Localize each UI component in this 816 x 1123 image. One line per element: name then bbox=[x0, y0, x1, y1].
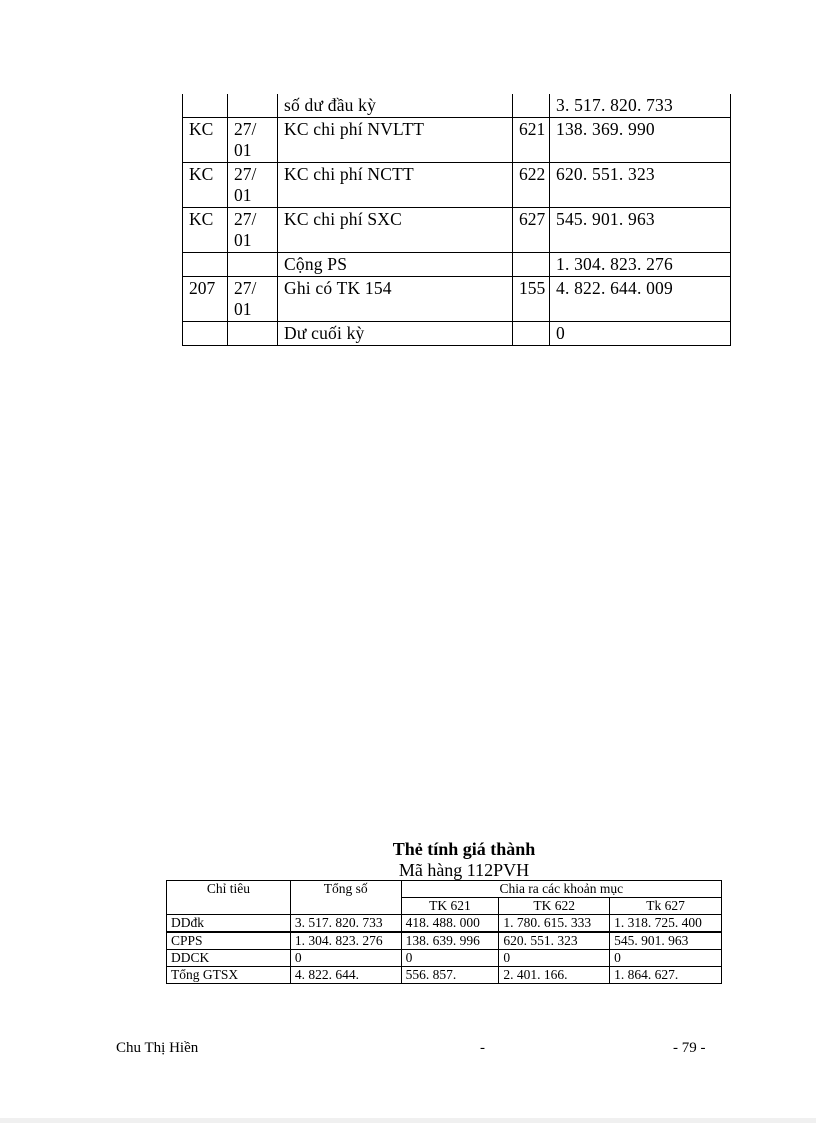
value-cell: 556. 857. bbox=[401, 967, 499, 984]
date-cell: 27/ 01 bbox=[228, 163, 278, 208]
account-cell: 621 bbox=[513, 118, 550, 163]
column-header: TK 622 bbox=[499, 898, 610, 915]
value-cell: 545. 901. 963 bbox=[610, 932, 722, 950]
value-cell: 2. 401. 166. bbox=[499, 967, 610, 984]
value-cell: 4. 822. 644. bbox=[290, 967, 401, 984]
value-cell: 1. 780. 615. 333 bbox=[499, 915, 610, 933]
ref-cell: KC bbox=[183, 208, 228, 253]
header-row bbox=[167, 881, 722, 898]
value-cell: 3. 517. 820. 733 bbox=[290, 915, 401, 933]
column-header: Chia ra các khoản mục bbox=[401, 881, 721, 898]
value-cell: 1. 304. 823. 276 bbox=[290, 932, 401, 950]
column-header: Tk 627 bbox=[610, 898, 722, 915]
account-cell: 155 bbox=[513, 277, 550, 322]
ref-cell bbox=[183, 253, 228, 277]
description-cell: số dư đầu kỳ bbox=[278, 94, 513, 118]
value-cell: 1. 864. 627. bbox=[610, 967, 722, 984]
amount-cell: 138. 369. 990 bbox=[550, 118, 731, 163]
amount-cell: 3. 517. 820. 733 bbox=[550, 94, 731, 118]
table-row bbox=[183, 253, 731, 277]
table-row bbox=[167, 915, 722, 933]
table-row bbox=[183, 163, 731, 208]
footer-separator: - bbox=[480, 1040, 485, 1056]
page-number: - 79 - bbox=[673, 1040, 706, 1056]
ref-cell: KC bbox=[183, 163, 228, 208]
label-cell: DDđk bbox=[167, 915, 291, 933]
amount-cell: 1. 304. 823. 276 bbox=[550, 253, 731, 277]
table-row bbox=[183, 322, 731, 346]
table-row bbox=[167, 950, 722, 967]
description-cell: Cộng PS bbox=[278, 253, 513, 277]
value-cell: 0 bbox=[499, 950, 610, 967]
ref-cell: KC bbox=[183, 118, 228, 163]
date-cell bbox=[228, 94, 278, 118]
amount-cell: 545. 901. 963 bbox=[550, 208, 731, 253]
footer-author: Chu Thị Hiền bbox=[116, 1040, 199, 1056]
column-header: Chỉ tiêu bbox=[167, 881, 291, 915]
description-cell: KC chi phí NVLTT bbox=[278, 118, 513, 163]
label-cell: DDCK bbox=[167, 950, 291, 967]
amount-cell: 620. 551. 323 bbox=[550, 163, 731, 208]
table-row bbox=[183, 277, 731, 322]
date-cell: 27/ 01 bbox=[228, 277, 278, 322]
value-cell: 418. 488. 000 bbox=[401, 915, 499, 933]
amount-cell: 0 bbox=[550, 322, 731, 346]
column-header: Tổng số bbox=[290, 881, 401, 915]
ref-cell bbox=[183, 94, 228, 118]
label-cell: Tổng GTSX bbox=[167, 967, 291, 984]
table-row bbox=[167, 967, 722, 984]
date-cell: 27/ 01 bbox=[228, 208, 278, 253]
ledger-table bbox=[182, 94, 731, 346]
account-cell bbox=[513, 94, 550, 118]
ref-cell bbox=[183, 322, 228, 346]
account-cell bbox=[513, 322, 550, 346]
cost-card-subtitle: Mã hàng 112PVH bbox=[398, 860, 530, 880]
cost-card-table bbox=[166, 880, 722, 984]
table-row bbox=[183, 94, 731, 118]
account-cell: 622 bbox=[513, 163, 550, 208]
table-row bbox=[183, 118, 731, 163]
table-row bbox=[183, 208, 731, 253]
value-cell: 620. 551. 323 bbox=[499, 932, 610, 950]
description-cell: Ghi có TK 154 bbox=[278, 277, 513, 322]
description-cell: KC chi phí NCTT bbox=[278, 163, 513, 208]
value-cell: 0 bbox=[290, 950, 401, 967]
account-cell: 627 bbox=[513, 208, 550, 253]
description-cell: KC chi phí SXC bbox=[278, 208, 513, 253]
label-cell: CPPS bbox=[167, 932, 291, 950]
date-cell: 27/ 01 bbox=[228, 118, 278, 163]
page-edge bbox=[0, 1118, 816, 1123]
account-cell bbox=[513, 253, 550, 277]
value-cell: 138. 639. 996 bbox=[401, 932, 499, 950]
column-header: TK 621 bbox=[401, 898, 499, 915]
table-row bbox=[167, 932, 722, 950]
date-cell bbox=[228, 253, 278, 277]
value-cell: 0 bbox=[401, 950, 499, 967]
date-cell bbox=[228, 322, 278, 346]
value-cell: 1. 318. 725. 400 bbox=[610, 915, 722, 933]
description-cell: Dư cuối kỳ bbox=[278, 322, 513, 346]
amount-cell: 4. 822. 644. 009 bbox=[550, 277, 731, 322]
cost-card-title: Thẻ tính giá thành bbox=[392, 839, 536, 859]
ref-cell: 207 bbox=[183, 277, 228, 322]
value-cell: 0 bbox=[610, 950, 722, 967]
